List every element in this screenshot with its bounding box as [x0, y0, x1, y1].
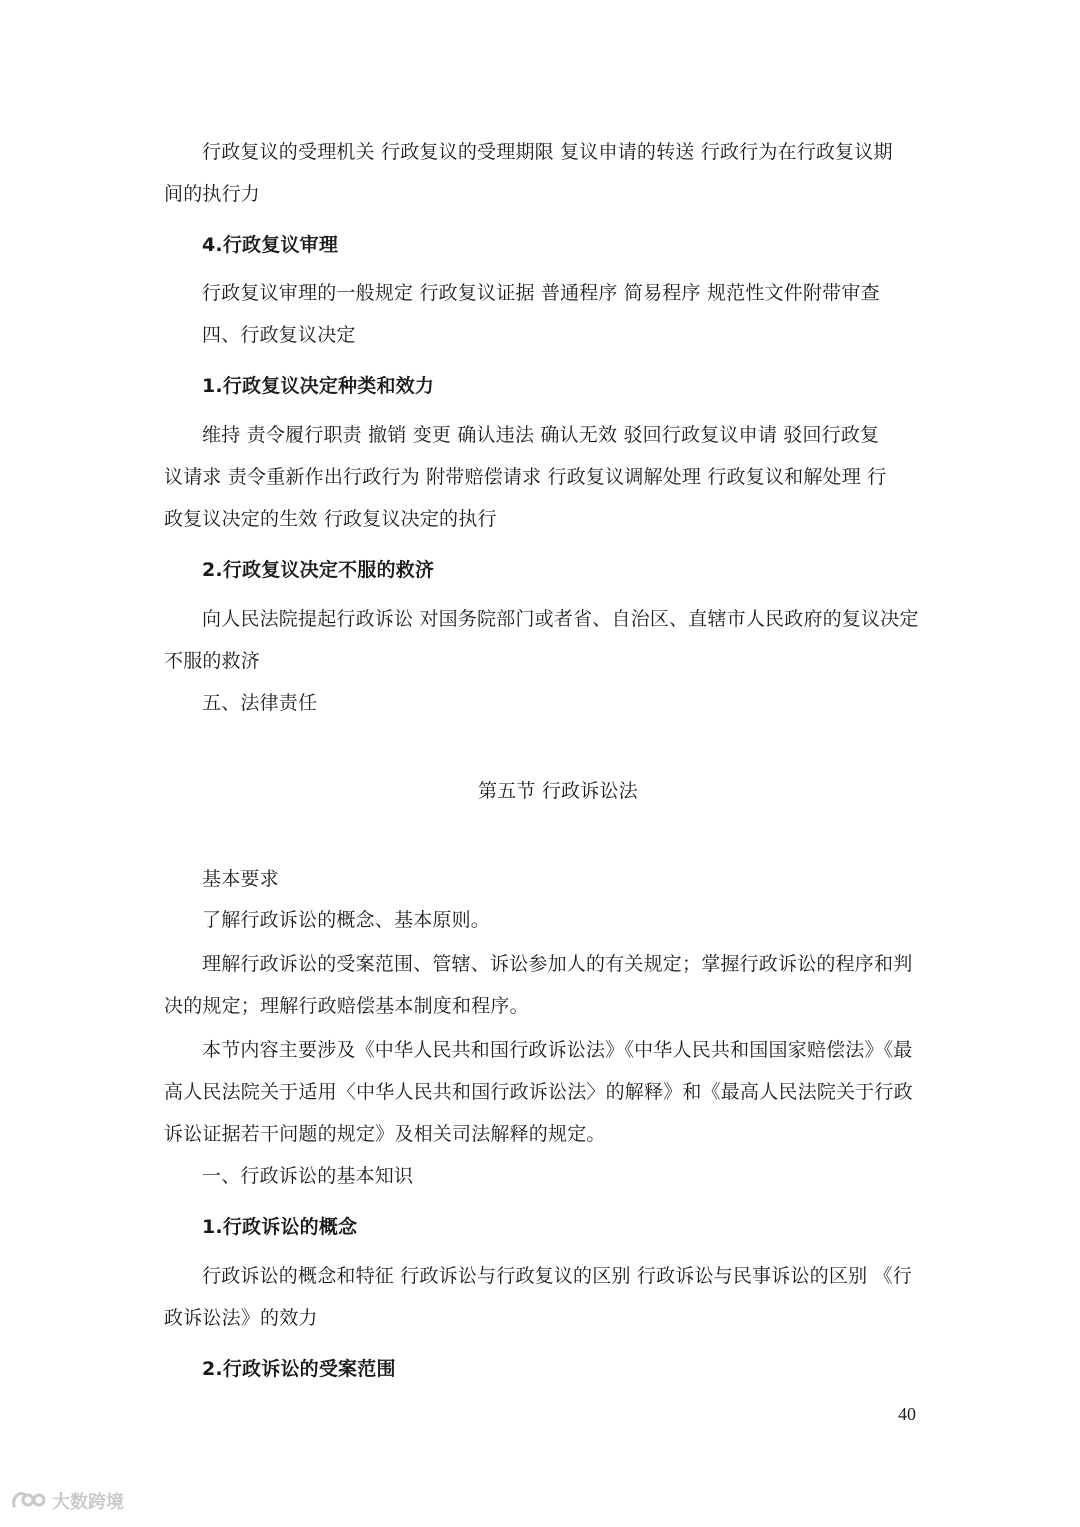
text-line: 维持 责令履行职责 撤销 变更 确认违法 确认无效 驳回行政复议申请 驳回行政复 — [202, 424, 880, 446]
watermark — [10, 1488, 124, 1514]
watermark-text: 大数跨境 — [52, 1492, 124, 1513]
text-line: 理解行政诉讼的受案范围、管辖、诉讼参加人的有关规定；掌握行政诉讼的程序和判 — [202, 953, 913, 975]
text-line: 高人民法院关于适用〈中华人民共和国行政诉讼法〉的解释》和《最高人民法院关于行政 — [164, 1081, 913, 1103]
text-line: 决的规定；理解行政赔偿基本制度和程序。 — [164, 995, 529, 1017]
subsection-heading: 4.行政复议审理 — [202, 234, 339, 256]
text-line: 了解行政诉讼的概念、基本原则。 — [202, 909, 491, 931]
text-line: 行政诉讼的概念和特征 行政诉讼与行政复议的区别 行政诉讼与民事诉讼的区别 《行 — [202, 1265, 912, 1287]
section-heading: 四、行政复议决定 — [202, 324, 356, 346]
text-line: 政复议决定的生效 行政复议决定的执行 — [164, 508, 497, 530]
section-heading: 五、法律责任 — [202, 692, 318, 714]
subsection-heading: 1.行政诉讼的概念 — [202, 1216, 358, 1238]
text-line: 间的执行力 — [164, 183, 261, 205]
text-line: 议请求 责令重新作出行政行为 附带赔偿请求 行政复议调解处理 行政复议和解处理 行 — [164, 466, 887, 488]
brand-logo-icon — [10, 1488, 46, 1514]
subsection-heading: 2.行政复议决定不服的救济 — [202, 559, 435, 581]
page-number: 40 — [898, 1404, 916, 1424]
text-line: 向人民法院提起行政诉讼 对国务院部门或者省、自治区、直辖市人民政府的复议决定 — [202, 608, 919, 630]
text-line: 本节内容主要涉及《中华人民共和国行政诉讼法》《中华人民共和国国家赔偿法》《最 — [202, 1039, 913, 1061]
subsection-heading: 1.行政复议决定种类和效力 — [202, 375, 435, 397]
section-heading: 一、行政诉讼的基本知识 — [202, 1165, 414, 1187]
text-line: 诉讼证据若干问题的规定》及相关司法解释的规定。 — [164, 1123, 606, 1145]
chapter-title: 第五节 行政诉讼法 — [478, 780, 638, 802]
text-line: 不服的救济 — [164, 650, 261, 672]
text-line: 行政复议的受理机关 行政复议的受理期限 复议申请的转送 行政行为在行政复议期 — [202, 141, 893, 163]
subsection-heading: 2.行政诉讼的受案范围 — [202, 1358, 396, 1380]
text-line: 行政复议审理的一般规定 行政复议证据 普通程序 简易程序 规范性文件附带审查 — [202, 282, 880, 304]
text-line: 政诉讼法》的效力 — [164, 1307, 318, 1329]
text-line: 基本要求 — [202, 868, 279, 890]
